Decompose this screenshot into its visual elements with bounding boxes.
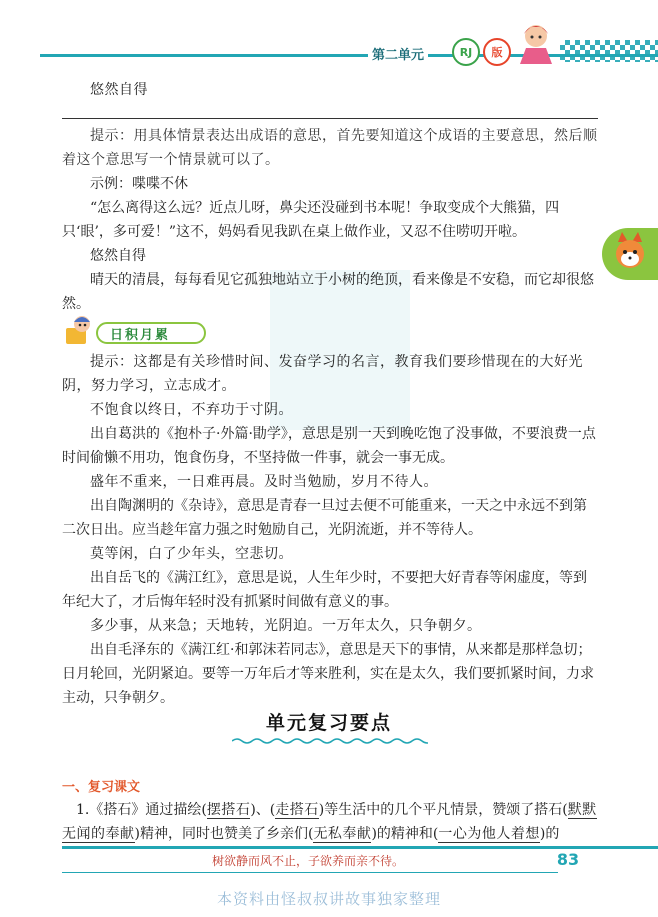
- answer-idiom: 悠然自得: [90, 82, 148, 98]
- hint-paragraph: 提示：用具体情景表达出成语的意思，首先要知道这个成语的主要意思，然后顺着这个意思写一个情景就可以了。: [62, 128, 598, 168]
- example-text: “怎么离得这么远？近点儿呀，鼻尖还没碰到书本呢！争取变成个大熊猫，四只‘眼’，多可爱！”这不，妈妈看见我趴在桌上做作业，又忍不住唠叨开啦。: [62, 200, 560, 240]
- item-text: )精神，同时也赞美了乡亲们(: [134, 826, 314, 842]
- source-watermark: 本资料由怪叔叔讲故事独家整理: [216, 890, 441, 908]
- answer-blank: 一心为他人着想: [438, 826, 540, 842]
- quote-1: 不饱食以终日，不弃功于寸阴。: [90, 402, 293, 418]
- quote-1-explain: 出自葛洪的《抱朴子·外篇·勖学》，意思是别一天到晚吃饱了没事做，不要浪费一点时间偷懒不用功，饱食伤身，不坚持做一件事，就会一事无成。: [62, 426, 596, 466]
- unit-label: 第二单元: [368, 44, 428, 63]
- example-label: 示例：喋喋不休: [90, 176, 188, 192]
- answer-blank: 摆搭石: [206, 802, 251, 818]
- book-mascot-icon: [62, 314, 98, 348]
- quote-4-explain: 出自毛泽东的《满江红·和郭沫若同志》，意思是天下的事情，从来都是那样急切；日月轮回，光阴紧迫。要等一万年后才等来胜利，实在是太久，我们要抓紧时间，力求主动，只争朝夕。: [62, 642, 594, 706]
- page-header: [0, 0, 658, 70]
- idiom-heading: 悠然自得: [90, 248, 146, 264]
- quote-3-explain: 出自岳飞的《满江红》，意思是说，人生年少时，不要把大好青春等闲虚度，等到年纪大了，才后悔年轻时没有抓紧时间做有意义的事。: [62, 570, 587, 610]
- wave-divider: [232, 737, 428, 745]
- footer-rule-thin: [62, 872, 558, 873]
- review-item-1: [62, 798, 598, 846]
- footer-rule: [62, 846, 658, 849]
- answer-blank: 默默无闻的奉献: [62, 802, 597, 842]
- answer-underline: [62, 118, 598, 119]
- review-subheading: 一、复习课文: [62, 780, 141, 795]
- footer-quote: 树欲静而风不止，子欲养而亲不待。: [212, 854, 405, 868]
- item-text: 1.《搭石》通过描绘(: [76, 802, 207, 818]
- item-text: )的精神和(: [371, 826, 439, 842]
- quote-2: 盛年不重来，一日难再晨。及时当勉励，岁月不待人。: [90, 474, 438, 490]
- girl-mascot-icon: [510, 20, 562, 68]
- item-text: )的: [539, 826, 560, 842]
- idiom-example: 晴天的清晨，每每看见它孤独地站立于小树的绝顶，看来像是不安稳，而它却很悠然。: [62, 272, 594, 312]
- checker-pattern: [560, 40, 658, 62]
- edition-badge: 版: [483, 38, 511, 66]
- quote-2-explain: 出自陶渊明的《杂诗》，意思是青春一旦过去便不可能重来，一天之中永远不到第二次日出。应当趁年富力强之时勉励自己，光阴流逝，并不等待人。: [62, 498, 587, 538]
- rijiyuelei-label: 日积月累: [96, 322, 206, 344]
- side-tab: [602, 228, 658, 280]
- item-text: )等生活中的几个平凡情景，赞颂了搭石(: [318, 802, 568, 818]
- item-text: )、(: [250, 802, 276, 818]
- answer-blank: 走搭石: [275, 802, 319, 818]
- rj-badge: RJ: [452, 38, 480, 66]
- rijiyuelei-banner: [62, 314, 212, 348]
- page-number: 83: [556, 850, 580, 869]
- fox-mascot-icon: [602, 228, 658, 280]
- quote-4: 多少事，从来急；天地转，光阴迫。一万年太久，只争朝夕。: [90, 618, 482, 634]
- quote-3: 莫等闲，白了少年头，空悲切。: [90, 546, 293, 562]
- section-title: 单元复习要点: [265, 712, 392, 734]
- answer-blank: 无私奉献: [313, 826, 372, 842]
- accumulate-hint: 提示：这都是有关珍惜时间、发奋学习的名言，教育我们要珍惜现在的大好光阴，努力学习，立志成才。: [62, 354, 583, 394]
